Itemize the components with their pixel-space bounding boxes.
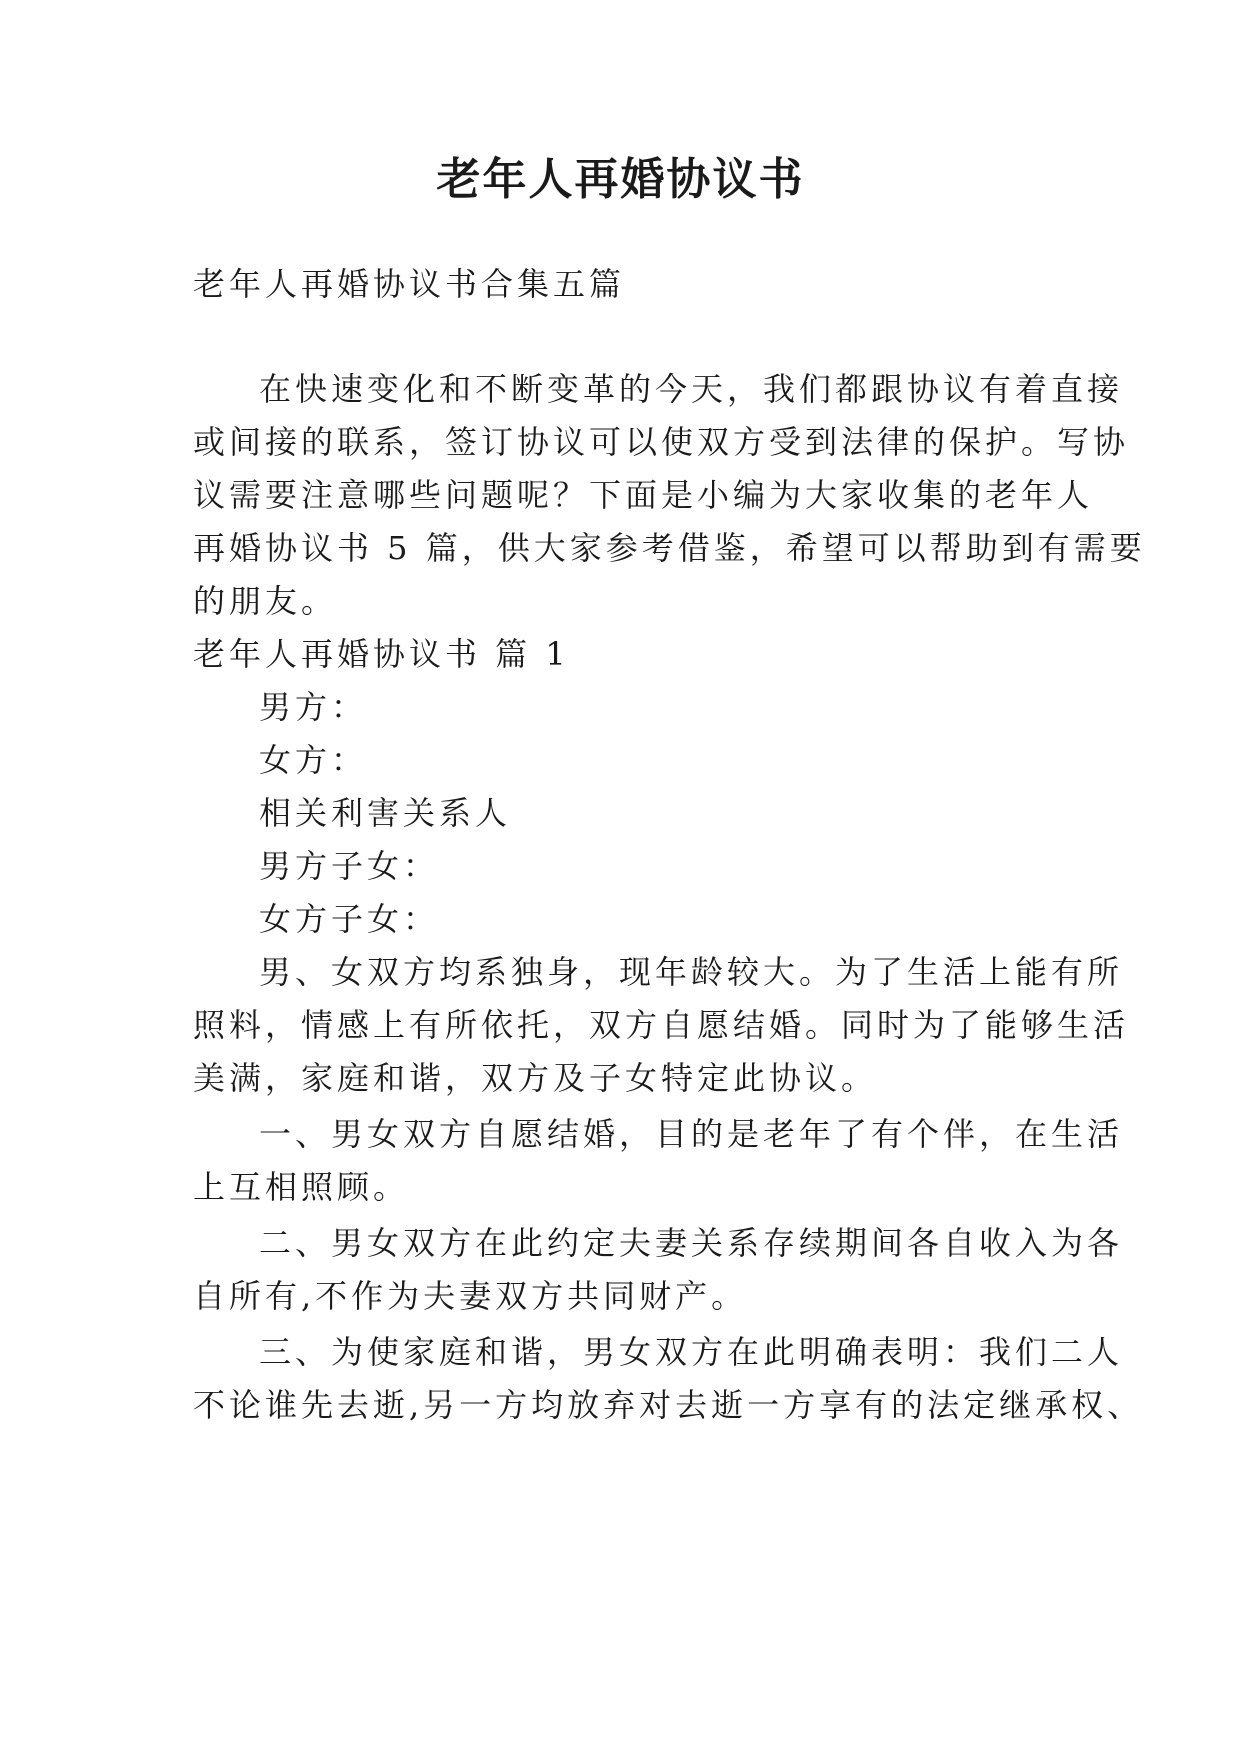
body-line: 不论谁先去逝,另一方均放弃对去逝一方享有的法定继承权、 bbox=[193, 1386, 1144, 1424]
document-title: 老年人再婚协议书 bbox=[436, 154, 805, 205]
section-heading: 老年人再婚协议书 篇 1 bbox=[193, 635, 570, 673]
party-line: 女方： bbox=[259, 741, 368, 779]
body-line: 自所有,不作为夫妻双方共同财产。 bbox=[193, 1277, 748, 1315]
party-line: 女方子女： bbox=[259, 900, 440, 938]
body-line: 男、女双方均系独身，现年龄较大。为了生活上能有所 bbox=[259, 953, 1124, 991]
intro-line: 的朋友。 bbox=[193, 582, 338, 620]
document-subtitle: 老年人再婚协议书合集五篇 bbox=[193, 265, 626, 303]
body-line: 上互相照顾。 bbox=[193, 1168, 410, 1206]
body-line: 三、为使家庭和谐，男女双方在此明确表明：我们二人 bbox=[259, 1333, 1124, 1371]
body-line: 一、男女双方自愿结婚，目的是老年了有个伴，在生活 bbox=[259, 1115, 1124, 1153]
intro-line: 再婚协议书 5 篇，供大家参考借鉴，希望可以帮助到有需要 bbox=[193, 529, 1146, 567]
body-line: 照料，情感上有所依托，双方自愿结婚。同时为了能够生活 bbox=[193, 1006, 1130, 1044]
intro-line: 议需要注意哪些问题呢？下面是小编为大家收集的老年人 bbox=[193, 476, 1094, 514]
intro-line: 或间接的联系，签订协议可以使双方受到法律的保护。写协 bbox=[193, 423, 1130, 461]
body-line: 二、男女双方在此约定夫妻关系存续期间各自收入为各 bbox=[259, 1224, 1124, 1262]
body-line: 美满，家庭和谐，双方及子女特定此协议。 bbox=[193, 1059, 878, 1097]
intro-line: 在快速变化和不断变革的今天，我们都跟协议有着直接 bbox=[259, 370, 1124, 408]
party-line: 男方子女： bbox=[259, 847, 440, 885]
party-line: 相关利害关系人 bbox=[259, 794, 512, 832]
party-line: 男方： bbox=[259, 688, 368, 726]
